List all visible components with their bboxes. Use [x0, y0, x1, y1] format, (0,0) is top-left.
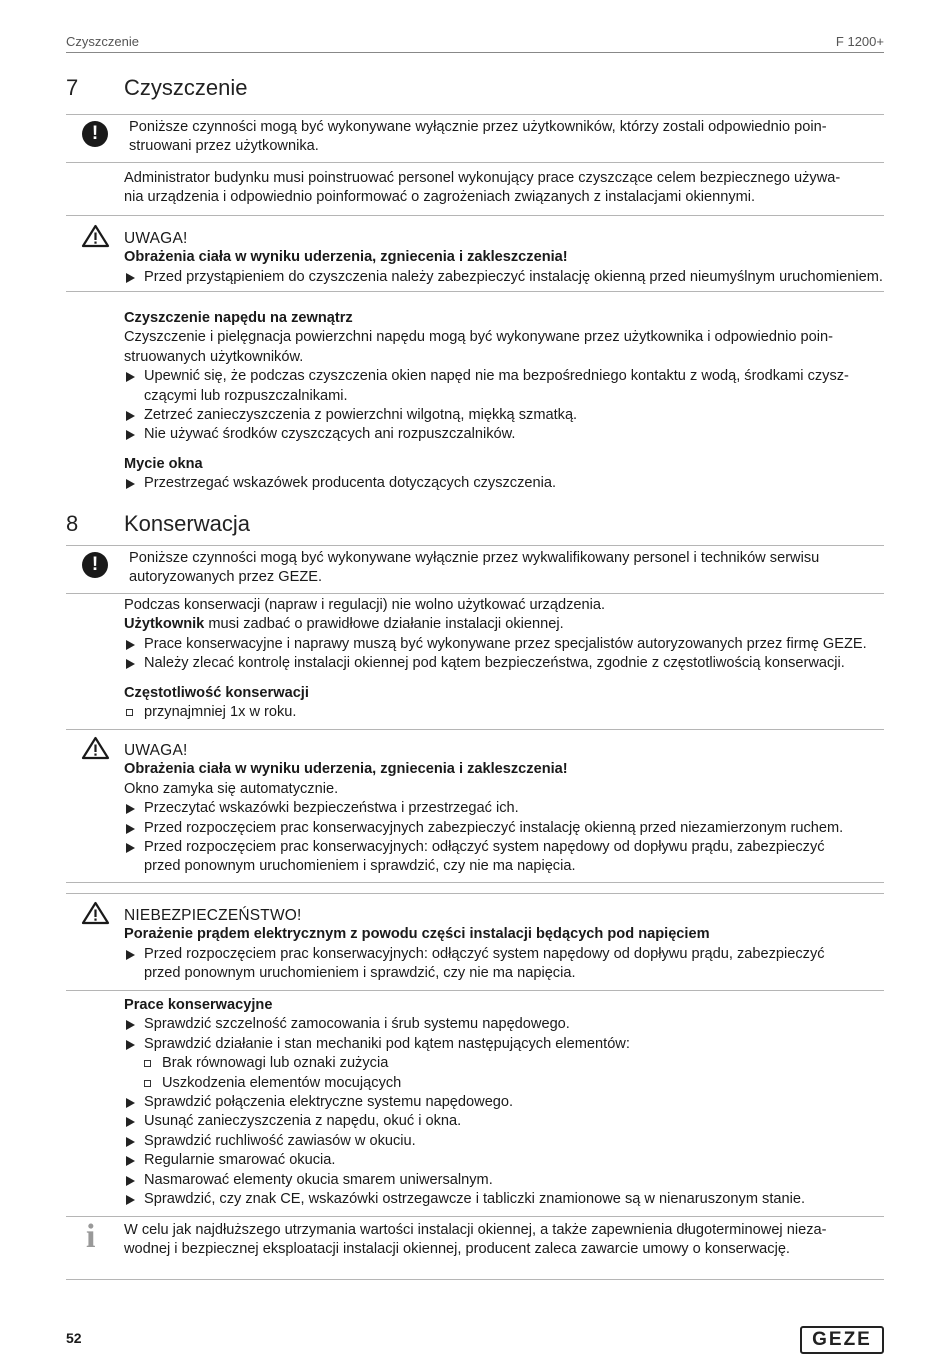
ch8-bullet-1: Prace konserwacyjne i naprawy muszą być wykonywane przez specjalistów autoryzowanych przez firmę GEZE. — [124, 635, 884, 654]
ch7-admin-text — [124, 169, 884, 208]
warning-bullet-2: Przed rozpoczęciem prac konserwacyjnych zabezpieczyć instalację okienną przed niezamierzonym ruchem. — [124, 819, 884, 838]
ch7-notice — [129, 118, 884, 157]
user-bold-term: Użytkownik — [124, 616, 205, 633]
danger-subheading: Porażenie prądem elektrycznym z powodu części instalacji będących pod napięciem — [124, 926, 710, 943]
ch8-info — [124, 1221, 884, 1260]
ch7-admin-line1: Administrator budynku musi poinstruować personel wykonujący prace czyszczące celem bezpiecznego używa- — [124, 170, 841, 186]
ch8-notice-line1: Poniższe czynności mogą być wykonywane wyłącznie przez wykwalifikowany personel i techników serwisu — [129, 550, 820, 566]
bullet-line: przed ponownym uruchomieniem i sprawdzić, czy nie ma napięcia. — [144, 965, 576, 982]
works-bullet-6: Regularnie smarować okucia. — [124, 1151, 884, 1170]
ch8-danger — [124, 906, 884, 984]
header-rule — [66, 52, 884, 53]
works-bullet-7: Nasmarować elementy okucia smarem uniwersalnym. — [124, 1171, 884, 1190]
ch8-intro-line1: Podczas konserwacji (napraw i regulacji) nie wolno użytkować urządzenia. — [124, 597, 606, 613]
warning-heading: UWAGA! — [124, 230, 188, 247]
danger-bullet-1 — [124, 945, 884, 984]
exclamation-circle-icon: ! — [82, 552, 108, 578]
frequency-item: przynajmniej 1x w roku. — [124, 703, 884, 722]
drive-bullet-1 — [124, 367, 884, 406]
warning-bullet: Przed przystąpieniem do czyszczenia należy zabezpieczyć instalację okienną przed nieumyślnym uruchomieniem. — [124, 268, 884, 287]
bullet-line: Przed rozpoczęciem prac konserwacyjnych: odłączyć system napędowy od dopływu prądu, zabezpieczyć — [144, 839, 825, 856]
running-header-model: F 1200+ — [835, 34, 884, 49]
warning-triangle-icon — [81, 901, 110, 925]
divider — [66, 291, 884, 292]
ch8-warning — [124, 741, 884, 877]
warning-bullet-3 — [124, 838, 884, 877]
ch8-notice — [129, 549, 884, 588]
divider — [66, 162, 884, 163]
user-text: musi zadbać o prawidłowe działanie instalacji okiennej. — [204, 616, 564, 633]
chapter-7-title: Czyszczenie — [124, 75, 248, 100]
window-bullet-1: Przestrzegać wskazówek producenta dotyczących czyszczenia. — [124, 474, 884, 493]
bullet-line: czącymi lub rozpuszczalnikami. — [144, 387, 348, 404]
chapter-8-title: Konserwacja — [124, 511, 250, 536]
divider — [66, 729, 884, 730]
bullet-line: Przed rozpoczęciem prac konserwacyjnych: odłączyć system napędowy od dopływu prądu, zabezpieczyć — [144, 945, 825, 962]
warning-triangle-icon — [81, 224, 110, 248]
drive-text-line1: Czyszczenie i pielęgnacja powierzchni napędu mogą być wykonywane przez użytkownika i odpowiednio poin- — [124, 329, 833, 346]
warning-subheading: Obrażenia ciała w wyniku uderzenia, zgniecenia i zakleszczenia! — [124, 249, 568, 266]
bullet-line: Upewnić się, że podczas czyszczenia okien napęd nie ma bezpośredniego kontaktu z wodą, środkami czysz- — [144, 368, 849, 385]
warning-text: Okno zamyka się automatycznie. — [124, 780, 339, 797]
ch8-works — [124, 996, 884, 1209]
ch8-intro-line2 — [124, 615, 884, 634]
ch8-bullet-2: Należy zlecać kontrolę instalacji okiennej pod kątem bezpieczeństwa, zgodnie z częstotliwością konserwacji. — [124, 654, 884, 673]
works-subitem-1: Brak równowagi lub oznaki zużycia — [124, 1054, 884, 1073]
frequency-title: Częstotliwość konserwacji — [124, 684, 309, 701]
ch7-warning — [124, 229, 884, 287]
divider — [66, 545, 884, 546]
divider — [66, 114, 884, 115]
page-number: 52 — [66, 1330, 82, 1346]
divider — [66, 215, 884, 216]
drive-section-title: Czyszczenie napędu na zewnątrz — [124, 310, 353, 326]
works-bullet-8: Sprawdzić, czy znak CE, wskazówki ostrzegawcze i tabliczki znamionowe są w nienaruszonym stanie. — [124, 1190, 884, 1209]
ch7-notice-line2: struowani przez użytkownika. — [129, 138, 319, 155]
warning-bullet-1: Przeczytać wskazówki bezpieczeństwa i przestrzegać ich. — [124, 799, 884, 818]
works-bullet-2: Sprawdzić działanie i stan mechaniki pod kątem następujących elementów: — [124, 1035, 884, 1054]
works-bullet-3: Sprawdzić połączenia elektryczne systemu napędowego. — [124, 1093, 884, 1112]
bullet-line: przed ponownym uruchomieniem i sprawdzić, czy nie ma napięcia. — [144, 858, 576, 875]
works-bullet-1: Sprawdzić szczelność zamocowania i śrub systemu napędowego. — [124, 1015, 884, 1034]
danger-heading: NIEBEZPIECZEŃSTWO! — [124, 907, 302, 924]
info-line2: wodnej i bezpiecznej eksploatacji instalacji okiennej, producent zaleca zawarcie umowy o konserwację. — [124, 1241, 790, 1258]
warning-triangle-icon — [81, 736, 110, 760]
running-header-section: Czyszczenie — [66, 34, 139, 49]
works-bullet-4: Usunąć zanieczyszczenia z napędu, okuć i okna. — [124, 1112, 884, 1131]
ch8-intro — [124, 596, 884, 722]
drive-text-line2: struowanych użytkowników. — [124, 348, 304, 365]
geze-logo: GEZE — [800, 1326, 884, 1354]
info-icon: i — [86, 1218, 96, 1255]
ch8-notice-line2: autoryzowanych przez GEZE. — [129, 569, 323, 586]
ch7-admin-line2: nia urządzenia i odpowiednio poinformować o zagrożeniach związanych z instalacjami okiennymi. — [124, 189, 756, 206]
drive-bullet-2: Zetrzeć zanieczyszczenia z powierzchni wilgotną, miękką szmatką. — [124, 406, 884, 425]
ch7-notice-line1: Poniższe czynności mogą być wykonywane wyłącznie przez użytkowników, którzy zostali odpowiednio poin- — [129, 119, 827, 135]
works-bullet-5: Sprawdzić ruchliwość zawiasów w okuciu. — [124, 1132, 884, 1151]
works-title: Prace konserwacyjne — [124, 997, 273, 1013]
info-line1: W celu jak najdłuższego utrzymania wartości instalacji okiennej, a także zapewnienia długoterminowej nieza- — [124, 1222, 827, 1238]
divider — [66, 882, 884, 883]
warning-heading: UWAGA! — [124, 742, 188, 759]
divider — [66, 990, 884, 991]
exclamation-circle-icon: ! — [82, 121, 108, 147]
divider — [66, 1216, 884, 1217]
warning-subheading: Obrażenia ciała w wyniku uderzenia, zgniecenia i zakleszczenia! — [124, 761, 568, 778]
chapter-7-number: 7 — [66, 75, 79, 100]
divider — [66, 593, 884, 594]
window-section-title: Mycie okna — [124, 455, 203, 472]
drive-bullet-3: Nie używać środków czyszczących ani rozpuszczalników. — [124, 425, 884, 444]
divider — [66, 893, 884, 894]
works-subitem-2: Uszkodzenia elementów mocujących — [124, 1074, 884, 1093]
divider — [66, 1279, 884, 1280]
chapter-8-number: 8 — [66, 511, 79, 536]
ch7-drive-section — [124, 309, 884, 494]
